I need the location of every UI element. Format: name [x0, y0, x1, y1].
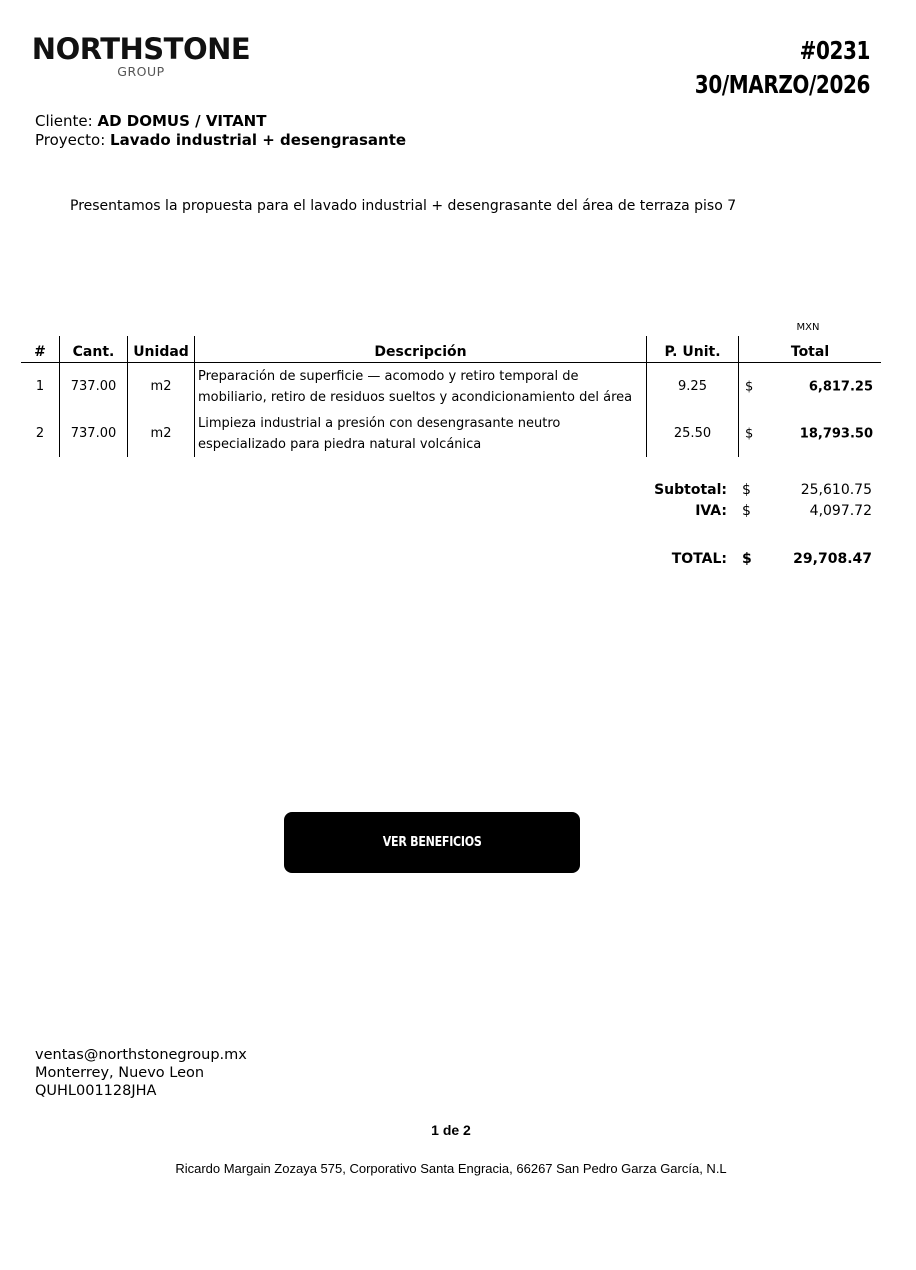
iva-currency: $ [742, 503, 751, 519]
row-total: 6,817.25 [808, 379, 873, 394]
header-num: # [21, 336, 60, 363]
subtotal-value: 25,610.75 [800, 482, 872, 498]
row-currency: $ [745, 426, 754, 441]
client-label: Cliente: [35, 112, 93, 130]
row-description: Limpieza industrial a presión con desengrasante neutro especializado para piedra natural volcánica [195, 410, 647, 457]
contact-rfc: QUHL001128JHA [35, 1083, 157, 1099]
quote-date: 30/MARZO/2026 [694, 70, 870, 99]
row-total: 18,793.50 [799, 426, 873, 441]
row-num: 1 [35, 379, 45, 394]
table-row [21, 410, 881, 457]
row-num: 2 [35, 426, 45, 441]
project-value: Lavado industrial + desengrasante [110, 131, 407, 149]
row-total-cell [739, 410, 882, 457]
ver-beneficios-button[interactable] [284, 812, 580, 873]
row-total-cell [739, 363, 882, 411]
row-unit-price: 9.25 [647, 363, 739, 411]
header-unit-price: P. Unit. [647, 336, 739, 363]
header-description: Descripción [195, 336, 647, 363]
page-indicator: 1 de 2 [431, 1122, 471, 1138]
row-description: Preparación de superficie — acomodo y retiro temporal de mobiliario, retiro de residuos sueltos y acondicionamiento del área [195, 363, 647, 411]
row-unit: m2 [128, 410, 195, 457]
header-total: Total [739, 336, 882, 363]
contact-block [35, 1046, 247, 1100]
project-label: Proyecto: [35, 131, 106, 149]
currency-note: MXN [796, 322, 820, 333]
row-currency: $ [745, 379, 754, 394]
client-line [35, 112, 266, 131]
table-header-row [21, 336, 881, 363]
header-qty: Cant. [60, 336, 128, 363]
total-currency: $ [742, 551, 752, 567]
footer-address: Ricardo Margain Zozaya 575, Corporativo Santa Engracia, 66267 San Pedro Garza García, N.L [175, 1161, 727, 1176]
total-value: 29,708.47 [793, 551, 872, 567]
ver-beneficios-label: VER BENEFICIOS [382, 835, 482, 850]
company-logo [28, 33, 254, 78]
intro-text: Presentamos la propuesta para el lavado industrial + desengrasante del área de terraza piso 7 [70, 198, 737, 214]
subtotal-label: Subtotal: [654, 482, 727, 498]
project-line [35, 131, 406, 150]
table-row [21, 363, 881, 411]
logo-wordmark: NORTHSTONE [31, 32, 251, 66]
logo-subtitle: GROUP [117, 64, 165, 79]
row-qty: 737.00 [60, 363, 128, 411]
subtotal-currency: $ [742, 482, 751, 498]
iva-value: 4,097.72 [809, 503, 872, 519]
client-value: AD DOMUS / VITANT [97, 112, 267, 130]
items-table [21, 336, 881, 457]
iva-label: IVA: [695, 503, 727, 519]
header-unit: Unidad [128, 336, 195, 363]
row-qty: 737.00 [60, 410, 128, 457]
contact-email: ventas@northstonegroup.mx [35, 1047, 247, 1063]
row-unit-price: 25.50 [647, 410, 739, 457]
row-unit: m2 [128, 363, 195, 411]
quote-number: #0231 [799, 36, 870, 65]
contact-city: Monterrey, Nuevo Leon [35, 1065, 205, 1081]
total-label: TOTAL: [671, 551, 727, 567]
